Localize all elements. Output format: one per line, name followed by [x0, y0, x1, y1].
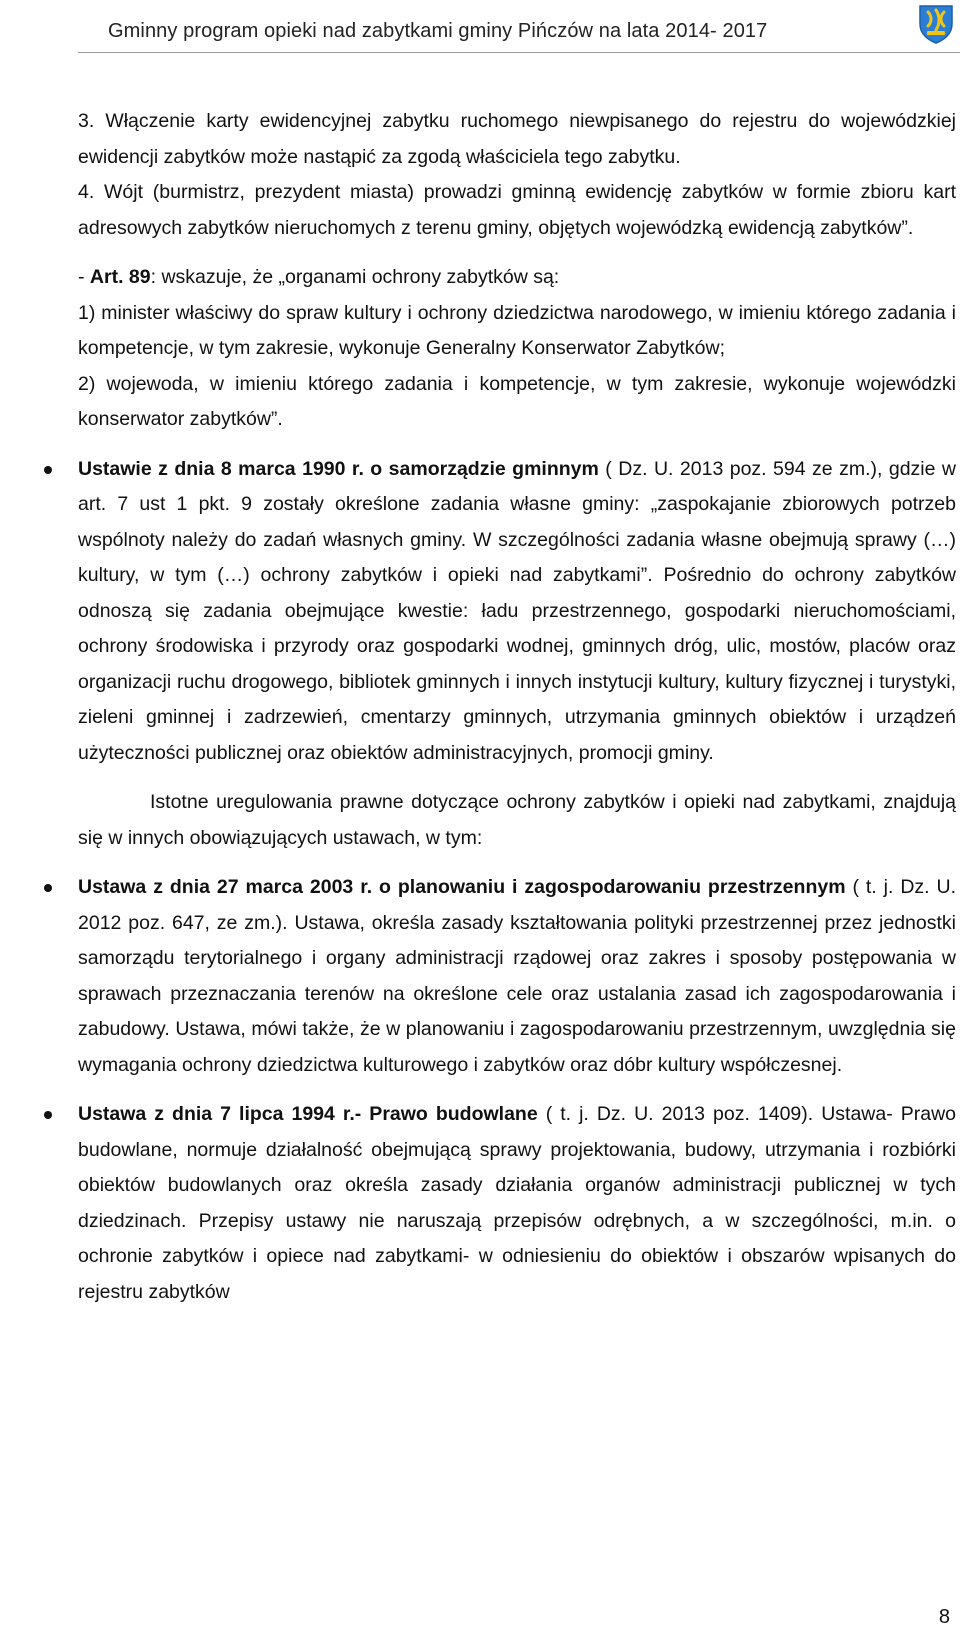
bullet-icon [44, 466, 52, 474]
act-title: Ustawie z dnia 8 marca 1990 r. o samorządzie gminnym [78, 457, 599, 480]
intro-paragraph: Istotne uregulowania prawne dotyczące ochrony zabytków i opieki nad zabytkami, znajdują się w innych obowiązujących ustawach, w tym: [78, 791, 956, 849]
bullet-icon [44, 1111, 52, 1119]
article-89-item-2: 2) wojewoda, w imieniu którego zadania i kompetencje, w tym zakresie, wykonuje wojewódzki konserwator zabytków”. [78, 372, 956, 430]
page-number: 8 [938, 1606, 950, 1628]
bullet-icon [44, 884, 52, 892]
article-intro: : wskazuje, że „organami ochrony zabytków są: [150, 266, 560, 288]
article-prefix: - [78, 266, 90, 288]
header-divider [78, 52, 960, 53]
header-title: Gminny program opieki nad zabytkami gminy Pińczów na lata 2014- 2017 [108, 20, 768, 42]
act-description: ( Dz. U. 2013 poz. 594 ze zm.), gdzie w art. 7 ust 1 pkt. 9 zostały określone zadania własne gminy: „zaspokajanie zbiorowych potrzeb wspólnoty należy do zadań własnych gminy. W szczególności zadania własne obejmują sprawy (…) kultury, w tym (…) ochrony zabytków i opieki nad zabytkami”. Pośrednio do ochrony zabytków odnoszą się zadania obejmujące kwestie: ładu przestrzennego, gospodarki nieruchomościami, ochrony środowiska i przyrody oraz gospodarki wodnej, gminnych dróg, ulic, mostów, placów oraz organizacji ruchu drogowego, bibliotek gminnych i innych instytucji kultury, kultury fizycznej i turystyki, zieleni gminnej i zadrzewień, cmentarzy gminnych, utrzymania gminnych obiektów i urządzeń użyteczności publicznej oraz obiektów administracyjnych, promocji gminy. [78, 457, 957, 764]
list-item [78, 1097, 956, 1310]
paragraph-3: 3. Włączenie karty ewidencyjnej zabytku ruchomego niewpisanego do rejestru do wojewódzkiej ewidencji zabytków może nastąpić za zgodą właściciela tego zabytku. [78, 110, 956, 168]
page-header [0, 0, 960, 56]
act-description: ( t. j. Dz. U. 2012 poz. 647, ze zm.). Ustawa, określa zasady kształtowania polityki przestrzennej przez jednostki samorządu terytorialnego i organy administracji rządowej oraz zakres i sposoby postępowania w sprawach przeznaczania terenów na określone cele oraz ustalania zasad ich zagospodarowania i zabudowy. Ustawa, mówi także, że w planowaniu i zagospodarowaniu przestrzennym, uwzględnia się wymagania ochrony dziedzictwa kulturowego i zabytków oraz dóbr kultury współczesnej. [78, 876, 956, 1076]
act-description: ( t. j. Dz. U. 2013 poz. 1409). Ustawa- Prawo budowlane, normuje działalność obejmującą sprawy projektowania, budowy, utrzymania i rozbiórki obiektów budowlanych oraz określa zasady działania organów administracji publicznej w tych dziedzinach. Przepisy ustawy nie naruszają przepisów odrębnych, a w szczególności, m.in. o ochronie zabytków i opiece nad zabytkami- w odniesieniu do obiektów i obszarów wpisanych do rejestru zabytków [78, 1103, 956, 1303]
coat-of-arms-icon [918, 4, 954, 44]
document-body [78, 104, 956, 1310]
list-item [78, 452, 956, 772]
article-89-heading [78, 260, 956, 296]
article-89-item-1: 1) minister właściwy do spraw kultury i ochrony dziedzictwa narodowego, w imieniu którego zadania i kompetencje, w tym zakresie, wykonuje Generalny Konserwator Zabytków; [78, 301, 956, 359]
act-title: Ustawa z dnia 7 lipca 1994 r.- Prawo budowlane [78, 1103, 538, 1125]
list-item [78, 870, 956, 1083]
paragraph-4: 4. Wójt (burmistrz, prezydent miasta) prowadzi gminną ewidencję zabytków w formie zbioru kart adresowych zabytków nieruchomych z terenu gminy, objętych wojewódzką ewidencją zabytków”. [78, 181, 956, 239]
act-title: Ustawa z dnia 27 marca 2003 r. o planowaniu i zagospodarowaniu przestrzennym [78, 876, 846, 898]
article-number: Art. 89 [89, 266, 151, 288]
